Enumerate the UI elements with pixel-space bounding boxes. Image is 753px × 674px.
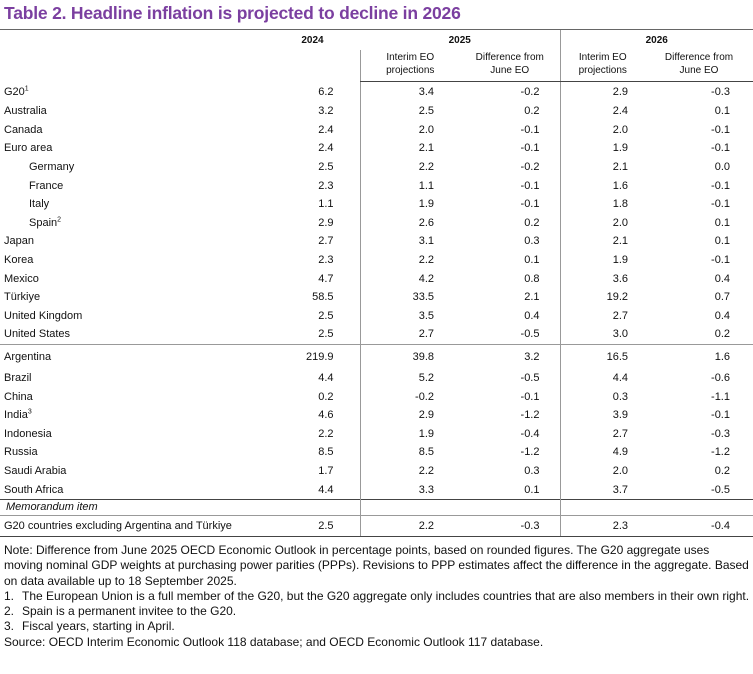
country-name: Japan: [4, 235, 34, 248]
table-row: [0, 139, 753, 158]
country-label: [0, 176, 265, 195]
value-2026-projection: 3.0: [560, 325, 645, 344]
value-2026-difference: -0.4: [645, 515, 753, 536]
country-label: [0, 82, 265, 103]
memo-empty: [560, 499, 645, 515]
value-2025-projection: 2.9: [360, 406, 460, 425]
country-name: G20: [4, 85, 25, 98]
value-2025-difference: -0.5: [520, 372, 540, 385]
value-2025-difference: -0.5: [520, 328, 540, 341]
country-label: [0, 269, 265, 288]
value-2025-difference: -1.2: [520, 446, 540, 459]
country-name: Saudi Arabia: [4, 464, 67, 477]
header-row-subcolumns: [0, 50, 753, 82]
value-2026-projection: 2.7: [560, 425, 645, 444]
value-2025-difference: 0.3: [524, 464, 540, 477]
value-2026-projection: 0.3: [560, 387, 645, 406]
value-2026-difference: -0.3: [711, 427, 730, 440]
country-label: [0, 288, 265, 307]
country-label: [0, 232, 265, 251]
value-2024: 6.2: [318, 85, 334, 98]
value-2026-projection: 4.9: [560, 443, 645, 462]
value-2026-projection: 3.7: [560, 480, 645, 499]
value-2025-projection: -0.2: [360, 387, 460, 406]
footnote-text: Spain is a permanent invitee to the G20.: [22, 604, 237, 619]
country-name: China: [4, 390, 33, 403]
footnote-1: [4, 589, 750, 604]
header-2025-interim: Interim EO projections: [360, 50, 460, 82]
value-2026-difference: 0.4: [714, 309, 730, 322]
table-row: [0, 251, 753, 270]
value-2026-difference: 0.0: [714, 161, 730, 174]
country-name: Italy: [29, 198, 50, 211]
value-2025-difference: 3.2: [460, 344, 560, 369]
memo-empty: [360, 499, 460, 515]
value-2025-difference: 2.1: [524, 291, 540, 304]
table-title: Table 2. Headline inflation is projected to decline in 2026: [4, 3, 461, 23]
country-label: [0, 387, 265, 406]
value-2024: 2.3: [318, 254, 334, 267]
value-2024: 2.4: [318, 142, 334, 155]
table-row: [0, 176, 753, 195]
country-name: Canada: [4, 123, 43, 136]
value-2024: 2.2: [318, 427, 334, 440]
memorandum-row: [0, 499, 753, 515]
value-2026-difference: 1.6: [645, 344, 753, 369]
value-2026-projection: 2.7: [560, 307, 645, 326]
value-2024: 4.7: [318, 272, 334, 285]
value-2025-projection: 2.7: [360, 325, 460, 344]
value-2025-difference: 0.4: [524, 309, 540, 322]
value-2026-difference: -0.1: [711, 254, 730, 267]
footnote-3: [4, 619, 750, 634]
value-2025-projection: 3.1: [360, 232, 460, 251]
table-row: [0, 195, 753, 214]
value-2024: 2.9: [318, 216, 334, 229]
footnote-text: Fiscal years, starting in April.: [22, 619, 175, 634]
country-label: G20 countries excluding Argentina and Türkiye: [0, 515, 265, 536]
value-2024: 2.5: [265, 515, 360, 536]
value-2026-difference: 0.1: [714, 216, 730, 229]
country-name: Russia: [4, 446, 38, 459]
value-2025-projection: 2.0: [360, 121, 460, 140]
value-2026-difference: -1.2: [711, 446, 730, 459]
value-2024: 0.2: [318, 390, 334, 403]
country-label: [0, 443, 265, 462]
country-label: [0, 325, 265, 344]
value-2024: 2.5: [318, 328, 334, 341]
table-row: [0, 214, 753, 233]
header-2026-interim: Interim EO projections: [560, 50, 645, 82]
table-row: [0, 344, 753, 369]
value-2025-projection: 2.5: [360, 102, 460, 121]
table-row: [0, 480, 753, 499]
country-label: [0, 195, 265, 214]
value-2025-projection: 39.8: [360, 344, 460, 369]
value-2025-difference: -0.1: [520, 198, 540, 211]
table-row: [0, 232, 753, 251]
value-2025-projection: 2.2: [360, 515, 460, 536]
value-2024: 2.4: [318, 123, 334, 136]
value-2026-projection: 1.8: [560, 195, 645, 214]
value-2026-projection: 2.1: [560, 232, 645, 251]
value-2026-difference: -0.1: [711, 409, 730, 422]
value-2026-difference: 0.4: [714, 272, 730, 285]
value-2026-difference: 0.2: [714, 328, 730, 341]
value-2026-difference: -1.1: [711, 390, 730, 403]
country-label: [0, 158, 265, 177]
country-label: [0, 425, 265, 444]
value-2026-difference: -0.1: [711, 142, 730, 155]
table-row: [0, 369, 753, 388]
country-name: Türkiye: [4, 291, 41, 304]
country-name: Brazil: [4, 372, 32, 385]
value-2025-difference: -0.2: [520, 161, 540, 174]
country-name: Korea: [4, 254, 34, 267]
table-row: [0, 515, 753, 536]
value-2025-projection: 2.1: [360, 139, 460, 158]
country-name: Australia: [4, 105, 47, 118]
value-2026-projection: 2.0: [560, 462, 645, 481]
memo-empty: [645, 499, 753, 515]
country-name: United States: [4, 328, 71, 341]
footnote-marker: 2: [57, 216, 62, 224]
value-2026-difference: 0.7: [714, 291, 730, 304]
note-text: Note: Difference from June 2025 OECD Economic Outlook in percentage points, based on rounded figures. The G20 aggregate uses moving nominal GDP weights at purchasing power parities (PPPs). Revisions to PPP estimates affect the difference in the aggregate. Based on data available up to 18 September 2025.: [4, 543, 749, 588]
value-2025-projection: 4.2: [360, 269, 460, 288]
country-name: South Africa: [4, 483, 64, 496]
value-2026-projection: 2.0: [560, 121, 645, 140]
header-year-2025: 2025: [448, 34, 471, 46]
footnote-marker: 3: [27, 408, 32, 416]
inflation-table: [0, 30, 753, 537]
country-label: [0, 214, 265, 233]
value-2026-difference: 0.2: [714, 464, 730, 477]
country-label: [0, 344, 265, 369]
value-2024: 4.4: [318, 483, 334, 496]
country-name: France: [29, 179, 64, 192]
value-2025-difference: 0.2: [524, 216, 540, 229]
value-2025-difference: 0.8: [524, 272, 540, 285]
table-row: [0, 406, 753, 425]
value-2025-difference: 0.1: [524, 254, 540, 267]
table-row: [0, 102, 753, 121]
footnote-number: 3.: [4, 619, 15, 634]
country-label: [0, 369, 265, 388]
header-row-years: [0, 30, 753, 50]
value-2025-projection: 1.9: [360, 425, 460, 444]
value-2025-projection: 3.5: [360, 307, 460, 326]
header-2026-difference: Difference from June EO: [645, 50, 753, 82]
country-label: [0, 121, 265, 140]
value-2026-difference: -0.1: [711, 123, 730, 136]
value-2025-projection: 3.4: [360, 82, 460, 103]
value-2024: 219.9: [265, 344, 360, 369]
header-year-2026: 2026: [560, 30, 753, 50]
header-2025-difference: Difference from June EO: [460, 50, 560, 82]
country-label: [0, 307, 265, 326]
country-label: [0, 406, 265, 425]
value-2024: 58.5: [312, 291, 334, 304]
country-name: Spain: [29, 216, 58, 229]
value-2026-projection: 2.1: [560, 158, 645, 177]
value-2025-difference: 0.1: [524, 483, 540, 496]
value-2025-projection: 33.5: [360, 288, 460, 307]
country-name: Indonesia: [4, 427, 52, 440]
footnote-marker: 1: [24, 85, 29, 93]
header-empty-2: [0, 50, 265, 82]
table-row: [0, 443, 753, 462]
header-year-2024: 2024: [301, 34, 324, 46]
value-2026-projection: 3.9: [560, 406, 645, 425]
country-label: [0, 102, 265, 121]
value-2026-difference: -0.1: [711, 198, 730, 211]
country-name: Argentina: [4, 350, 52, 363]
value-2026-projection: 19.2: [560, 288, 645, 307]
value-2025-difference: -0.1: [520, 179, 540, 192]
value-2024: 1.7: [318, 464, 334, 477]
value-2025-projection: 2.6: [360, 214, 460, 233]
value-2025-projection: 8.5: [360, 443, 460, 462]
country-label: [0, 251, 265, 270]
country-label: [0, 139, 265, 158]
value-2026-projection: 2.9: [560, 82, 645, 103]
value-2025-difference: -0.1: [520, 142, 540, 155]
value-2024: 2.5: [318, 161, 334, 174]
value-2025-projection: 2.2: [360, 462, 460, 481]
value-2026-difference: 0.1: [714, 105, 730, 118]
value-2025-projection: 3.3: [360, 480, 460, 499]
source-text: Source: OECD Interim Economic Outlook 118 database; and OECD Economic Outlook 117 database.: [4, 634, 544, 649]
value-2024: 2.7: [318, 235, 334, 248]
value-2026-difference: -0.1: [711, 179, 730, 192]
value-2025-difference: -1.2: [520, 409, 540, 422]
value-2026-projection: 4.4: [560, 369, 645, 388]
value-2024: 4.4: [318, 372, 334, 385]
value-2026-projection: 1.9: [560, 251, 645, 270]
country-name: Mexico: [4, 272, 39, 285]
header-empty-3: [265, 50, 360, 82]
memo-empty: [460, 499, 560, 515]
memo-empty: [265, 499, 360, 515]
country-name: Germany: [29, 161, 75, 174]
memorandum-label: Memorandum item: [0, 499, 265, 515]
value-2024: 8.5: [318, 446, 334, 459]
value-2026-projection: 2.0: [560, 214, 645, 233]
value-2025-difference: -0.2: [520, 86, 540, 98]
value-2025-projection: 5.2: [360, 369, 460, 388]
table-row: [0, 269, 753, 288]
value-2024: 4.6: [318, 409, 334, 422]
value-2026-difference: 0.1: [714, 235, 730, 248]
value-2025-difference: 0.2: [524, 105, 540, 118]
table-row: [0, 307, 753, 326]
value-2025-projection: 2.2: [360, 251, 460, 270]
value-2024: 1.1: [318, 198, 334, 211]
value-2026-difference: -0.5: [711, 483, 730, 496]
value-2025-difference: -0.4: [520, 427, 540, 440]
table-row: [0, 425, 753, 444]
footnote-number: 2.: [4, 604, 15, 619]
value-2025-projection: 2.2: [360, 158, 460, 177]
table-row: [0, 325, 753, 344]
value-2026-projection: 16.5: [560, 344, 645, 369]
table-row: [0, 158, 753, 177]
value-2026-projection: 1.9: [560, 139, 645, 158]
value-2025-difference: -0.1: [520, 390, 540, 403]
table-row: [0, 387, 753, 406]
value-2025-difference: -0.1: [520, 123, 540, 136]
value-2025-projection: 1.1: [360, 176, 460, 195]
table-row: [0, 462, 753, 481]
value-2025-difference: -0.3: [460, 515, 560, 536]
value-2026-difference: -0.6: [711, 372, 730, 385]
country-name: India: [4, 409, 28, 422]
value-2025-projection: 1.9: [360, 195, 460, 214]
country-label: [0, 480, 265, 499]
value-2026-difference: -0.3: [711, 86, 730, 98]
value-2026-projection: 1.6: [560, 176, 645, 195]
table-row: [0, 82, 753, 103]
value-2024: 2.3: [318, 179, 334, 192]
country-name: United Kingdom: [4, 309, 83, 322]
value-2024: 3.2: [318, 105, 334, 118]
footnote-number: 1.: [4, 588, 15, 603]
footnote-text: The European Union is a full member of the G20, but the G20 aggregate only includes countries that are also members in their own right.: [22, 588, 750, 603]
notes-section: [4, 543, 750, 650]
country-label: [0, 462, 265, 481]
value-2024: 2.5: [318, 309, 334, 322]
country-name: Euro area: [4, 142, 53, 155]
table-row: [0, 288, 753, 307]
value-2026-projection: 3.6: [560, 269, 645, 288]
footnote-2: [4, 604, 750, 619]
value-2025-difference: 0.3: [524, 235, 540, 248]
value-2026-projection: 2.4: [560, 102, 645, 121]
value-2026-projection: 2.3: [560, 515, 645, 536]
header-empty: [0, 30, 265, 50]
table-body: [0, 82, 753, 537]
table-row: [0, 121, 753, 140]
